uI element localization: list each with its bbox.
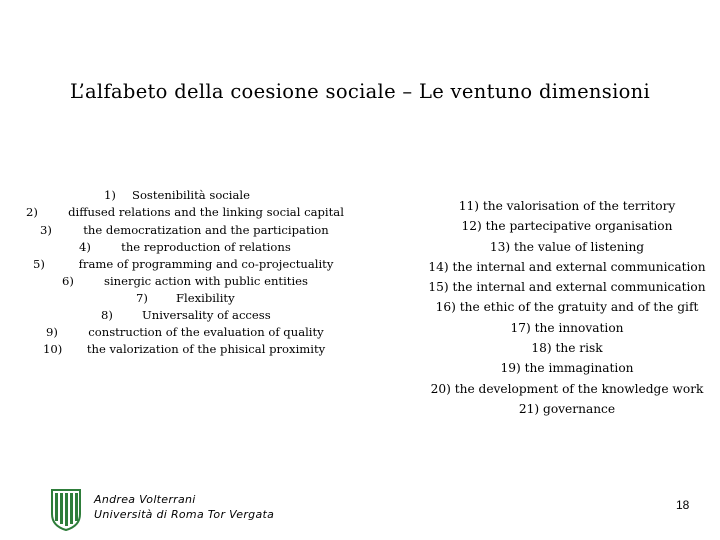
list-item: 20) the development of the knowledge work bbox=[430, 381, 704, 396]
list-item: 12) the partecipative organisation bbox=[461, 219, 673, 234]
list-item: 16) the ethic of the gratuity and of the gift bbox=[435, 300, 699, 315]
item-text: Flexibility bbox=[176, 291, 235, 305]
item-text: the reproduction of relations bbox=[121, 240, 291, 254]
author-name: Andrea Volterrani bbox=[94, 493, 196, 506]
university-crest-icon bbox=[50, 488, 82, 532]
list-item bbox=[0, 239, 380, 256]
list-item: 19) the immagination bbox=[500, 361, 634, 376]
item-text: construction of the evaluation of quality bbox=[88, 325, 324, 339]
item-number: 10) bbox=[43, 342, 63, 356]
item-text: sinergic action with public entities bbox=[104, 274, 308, 288]
list-item: 18) the risk bbox=[531, 341, 603, 356]
item-text: the democratization and the participation bbox=[83, 223, 329, 237]
slide-title: L’alfabeto della coesione sociale – Le ventuno dimensioni bbox=[69, 80, 651, 103]
list-item: 13) the value of listening bbox=[489, 239, 645, 254]
page-number: 18 bbox=[676, 498, 690, 512]
university-name: Università di Roma Tor Vergata bbox=[94, 508, 275, 521]
list-item: 17) the innovation bbox=[510, 320, 624, 335]
item-number: 9) bbox=[46, 325, 58, 339]
list-item bbox=[0, 341, 380, 358]
footer-author bbox=[94, 492, 274, 522]
list-item bbox=[0, 324, 380, 341]
list-item bbox=[0, 290, 380, 307]
item-number: 2) bbox=[26, 205, 38, 219]
item-number: 5) bbox=[33, 257, 45, 271]
item-number: 8) bbox=[101, 308, 113, 322]
list-item: 15) the internal and external communication bbox=[428, 280, 706, 295]
item-number: 6) bbox=[62, 274, 74, 288]
list-item bbox=[0, 222, 380, 239]
list-item: 11) the valorisation of the territory bbox=[458, 199, 676, 213]
item-text: diffused relations and the linking social capital bbox=[68, 205, 344, 219]
list-item bbox=[0, 307, 380, 324]
list-item bbox=[0, 204, 380, 221]
list-item bbox=[0, 256, 380, 273]
list-item bbox=[0, 273, 380, 290]
item-number: 7) bbox=[136, 291, 148, 305]
dimensions-list-right bbox=[407, 196, 720, 419]
list-item: 21) governance bbox=[518, 401, 616, 416]
item-text: Universality of access bbox=[142, 308, 271, 322]
item-text: Sostenibilità sociale bbox=[132, 188, 250, 202]
item-number: 3) bbox=[40, 223, 52, 237]
item-number: 4) bbox=[79, 240, 91, 254]
item-text: the valorization of the phisical proximity bbox=[86, 342, 326, 356]
item-number: 1) bbox=[104, 188, 116, 202]
item-text: frame of programming and co-projectuality bbox=[78, 257, 334, 271]
list-item bbox=[0, 187, 380, 204]
list-item: 14) the internal and external communication bbox=[428, 259, 706, 274]
